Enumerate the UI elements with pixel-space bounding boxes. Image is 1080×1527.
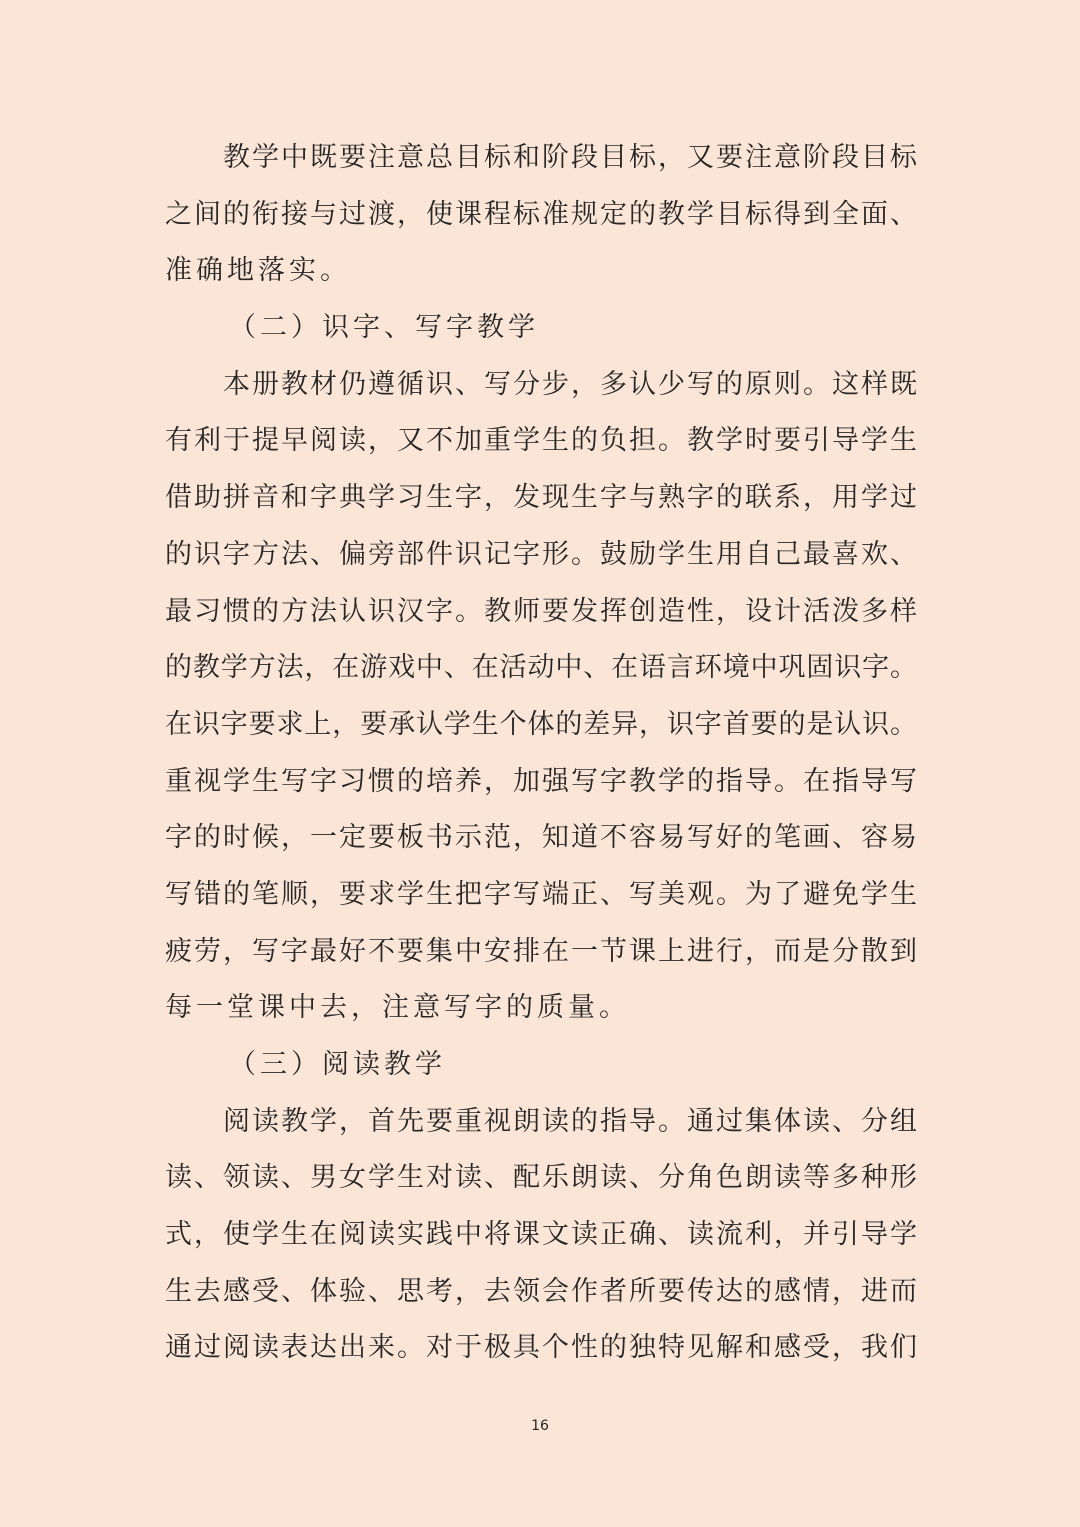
text-line: 字的时候，一定要板书示范，知道不容易写好的笔画、容易 [165, 822, 917, 854]
text-line: 写错的笔顺，要求学生把字写端正、写美观。为了避免学生 [165, 878, 917, 910]
text-line: 每一堂课中去，注意写字的质量。 [165, 992, 630, 1024]
text-line: 教学中既要注意总目标和阶段目标，又要注意阶段目标 [223, 142, 917, 173]
text-line: 借助拼音和字典学习生字，发现生字与熟字的联系，用学过 [165, 482, 917, 514]
page-number: 16 [531, 1418, 549, 1434]
text-line: 重视学生写字习惯的培养，加强写字教学的指导。在指导写 [165, 765, 917, 797]
text-line: 的教学方法，在游戏中、在活动中、在语言环境中巩固识字。 [165, 652, 917, 684]
paragraph [165, 357, 917, 1037]
section-heading: （二）识字、写字教学 [229, 312, 539, 344]
text-line: 生去感受、体验、思考，去领会作者所要传达的感情，进而 [165, 1275, 917, 1307]
section-heading: （三）阅读教学 [229, 1049, 446, 1080]
text-line: 读、领读、男女学生对读、配乐朗读、分角色朗读等多种形 [165, 1162, 917, 1194]
document-body [165, 130, 917, 1377]
text-line: 有利于提早阅读，又不加重学生的负担。教学时要引导学生 [165, 425, 917, 457]
text-line: 式，使学生在阅读实践中将课文读正确、读流利，并引导学 [165, 1219, 917, 1251]
paragraph [165, 130, 917, 300]
text-line: 在识字要求上，要承认学生个体的差异，识字首要的是认识。 [165, 708, 917, 740]
text-line: 疲劳，写字最好不要集中安排在一节课上进行，而是分散到 [165, 935, 917, 967]
text-line: 准确地落实。 [165, 255, 351, 287]
text-line: 的识字方法、偏旁部件识记字形。鼓励学生用自己最喜欢、 [165, 538, 917, 570]
text-line: 通过阅读表达出来。对于极具个性的独特见解和感受，我们 [165, 1332, 917, 1364]
text-line: 最习惯的方法认识汉字。教师要发挥创造性，设计活泼多样 [165, 595, 917, 627]
paragraph [165, 1094, 917, 1377]
text-line: 阅读教学，首先要重视朗读的指导。通过集体读、分组 [223, 1105, 917, 1137]
text-line: 本册教材仍遵循识、写分步，多认少写的原则。这样既 [223, 368, 917, 400]
text-line: 之间的衔接与过渡，使课程标准规定的教学目标得到全面、 [165, 198, 917, 230]
